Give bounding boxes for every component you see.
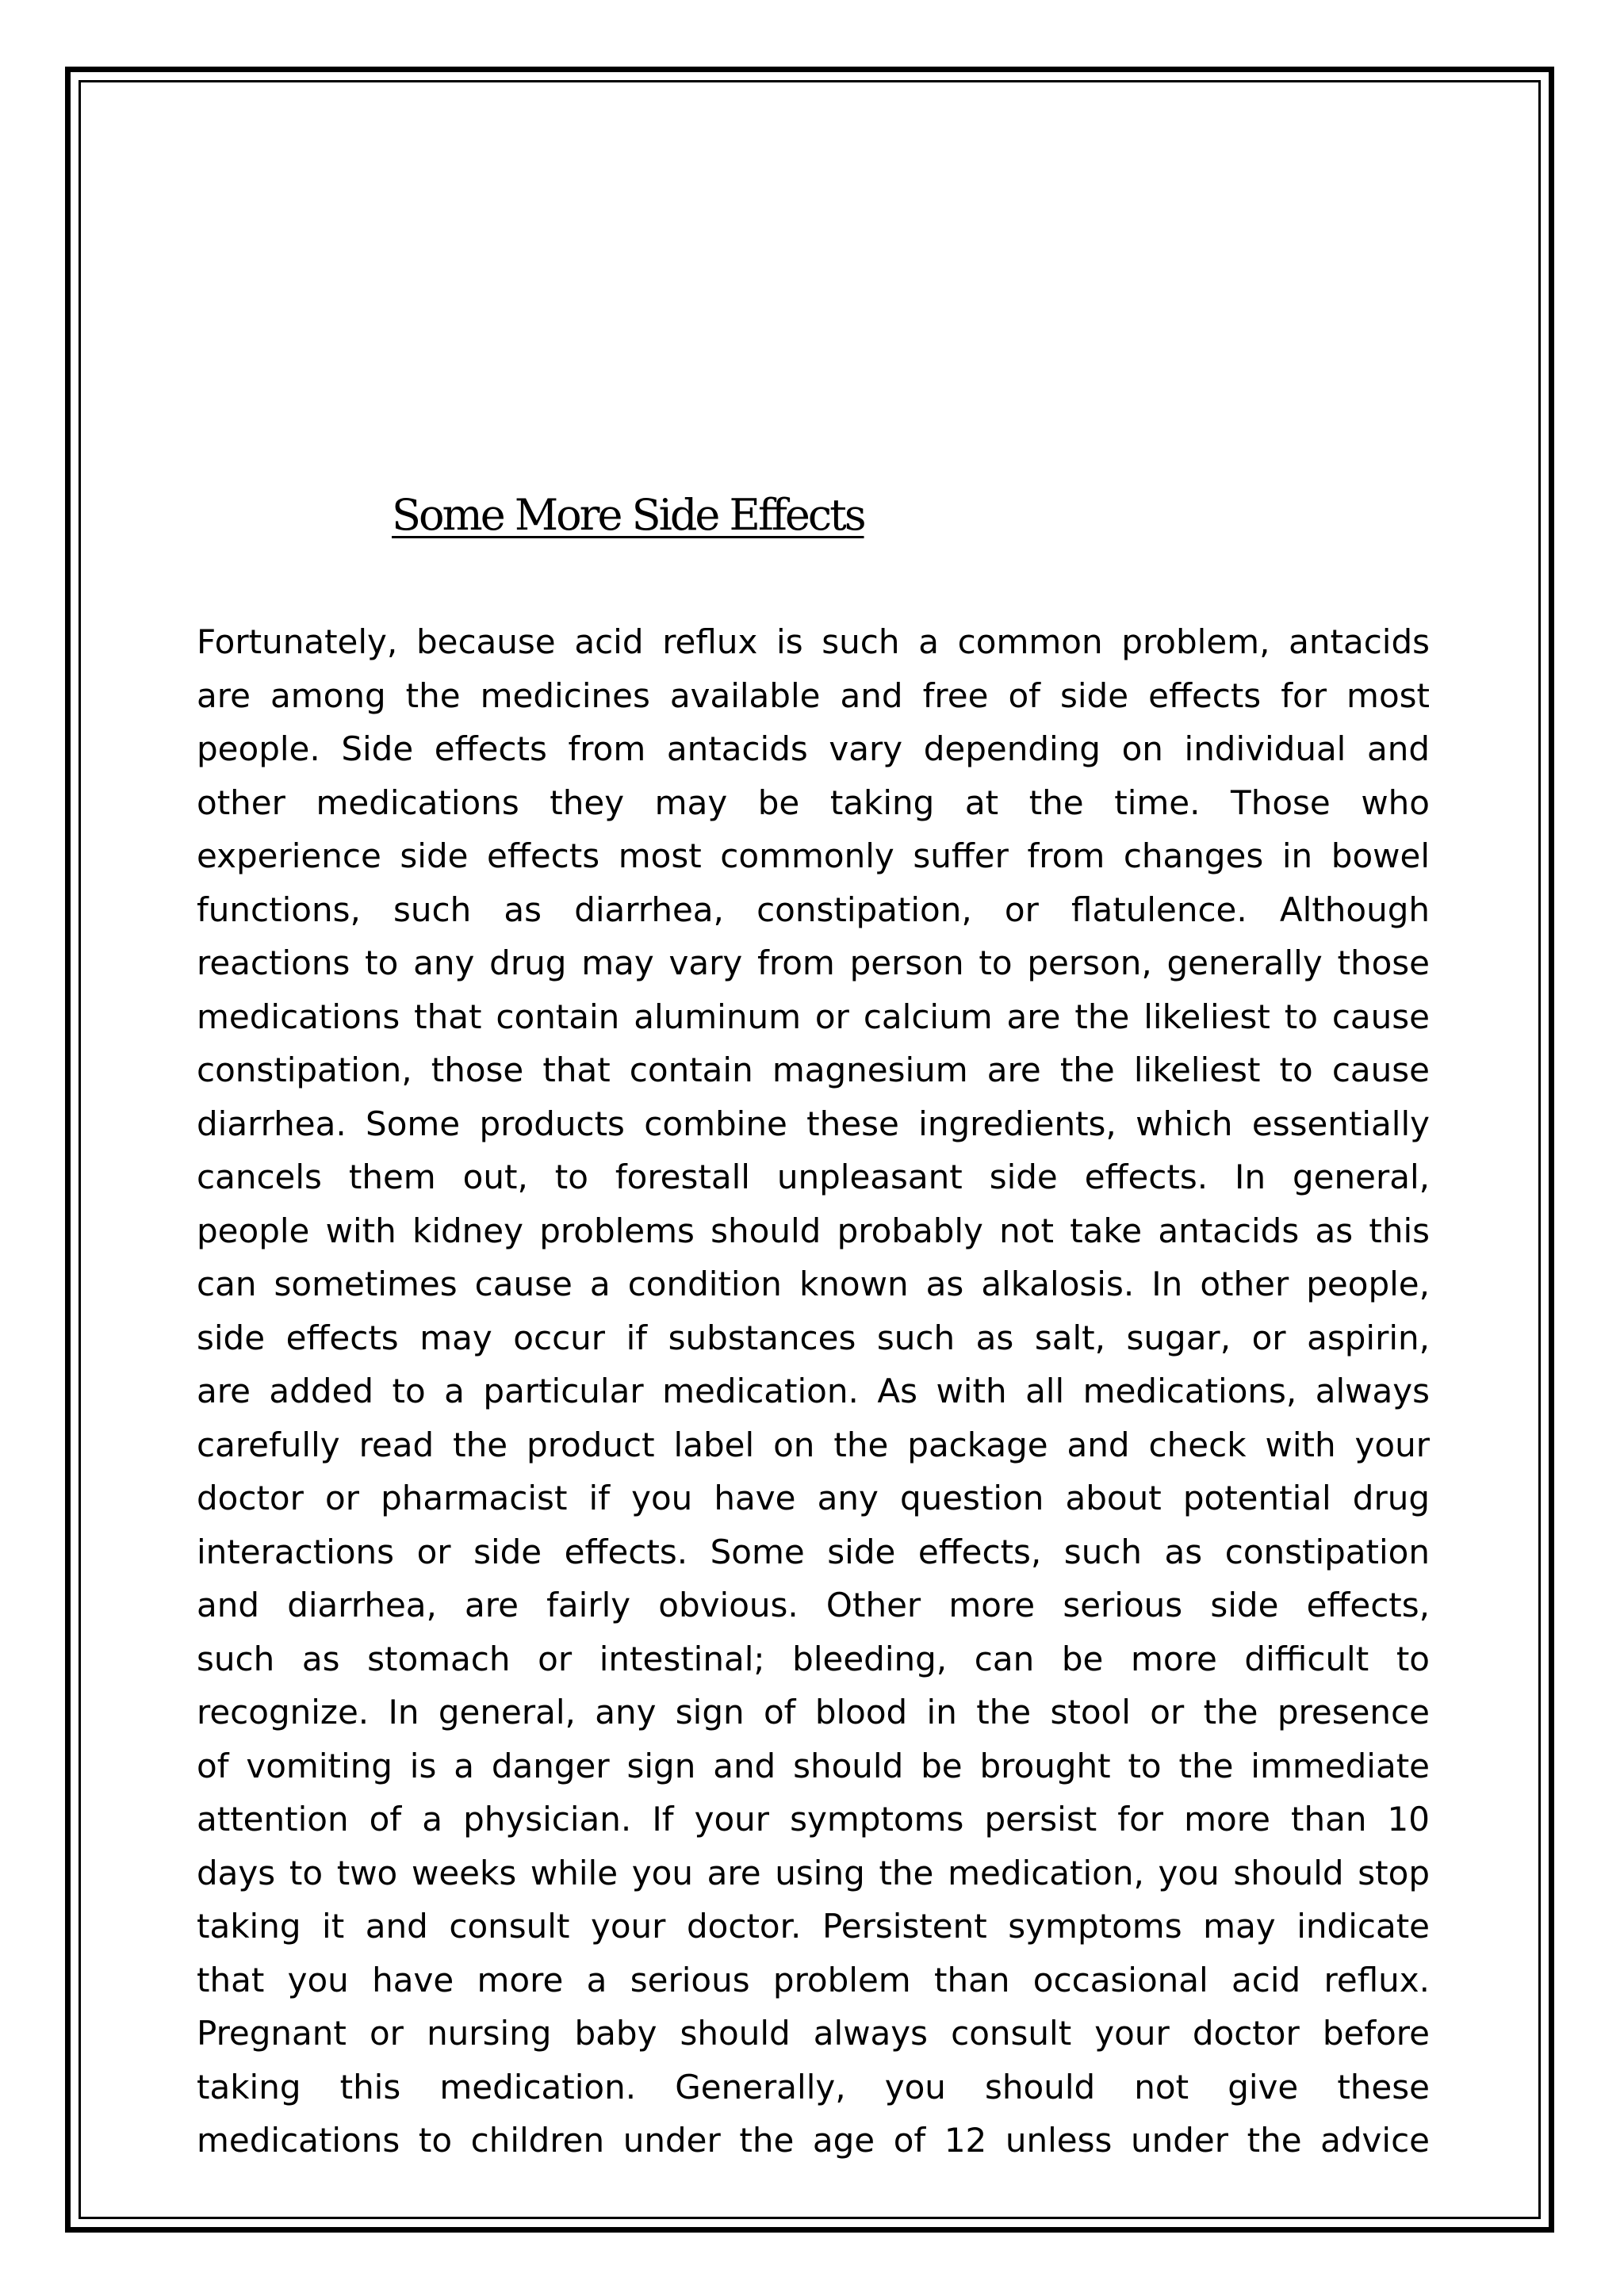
- text-line: recognize. In general, any sign of blood in the stool or the presence: [197, 1693, 1430, 1732]
- text-line: and diarrhea, are fairly obvious. Other more serious side effects,: [197, 1586, 1430, 1624]
- text-line: are among the medicines available and free of side effects for most: [197, 675, 1430, 715]
- text-line: Pregnant or nursing baby should always consult your doctor before: [197, 2014, 1430, 2053]
- text-line: interactions or side effects. Some side effects, such as constipation: [197, 1532, 1430, 1571]
- text-line: carefully read the product label on the package and check with your: [197, 1425, 1430, 1464]
- text-line: side effects may occur if substances such as salt, sugar, or aspirin,: [197, 1318, 1430, 1357]
- text-line: medications to children under the age of 12 unless under the advice: [197, 2121, 1430, 2160]
- text-line: other medications they may be taking at the time. Those who: [197, 783, 1430, 822]
- text-line: diarrhea. Some products combine these ingredients, which essentially: [197, 1104, 1430, 1143]
- text-line: of vomiting is a danger sign and should be brought to the immediate: [197, 1746, 1430, 1785]
- text-line: are added to a particular medication. As with all medications, always: [197, 1372, 1430, 1410]
- text-line: can sometimes cause a condition known as alkalosis. In other people,: [197, 1265, 1430, 1303]
- text-line: people. Side effects from antacids vary depending on individual and: [197, 729, 1430, 768]
- text-line: days to two weeks while you are using the medication, you should stop: [197, 1853, 1430, 1892]
- text-line: such as stomach or intestinal; bleeding, can be more difficult to: [197, 1639, 1430, 1678]
- text-line: medications that contain aluminum or calcium are the likeliest to cause: [197, 997, 1430, 1036]
- body-paragraph: [197, 615, 1430, 2168]
- text-line: constipation, those that contain magnesium are the likeliest to cause: [197, 1050, 1430, 1089]
- text-line: that you have more a serious problem than occasional acid reflux.: [197, 1960, 1430, 1999]
- text-line: experience side effects most commonly suffer from changes in bowel: [197, 836, 1430, 875]
- text-line: functions, such as diarrhea, constipation, or flatulence. Although: [197, 890, 1430, 929]
- text-line: taking this medication. Generally, you should not give these: [197, 2067, 1430, 2107]
- page-title: Some More Side Effects: [392, 490, 864, 540]
- text-line: reactions to any drug may vary from person to person, generally those: [197, 943, 1430, 982]
- text-line: cancels them out, to forestall unpleasant side effects. In general,: [197, 1158, 1430, 1196]
- text-line: doctor or pharmacist if you have any question about potential drug: [197, 1479, 1430, 1517]
- text-line: people with kidney problems should probably not take antacids as this: [197, 1211, 1430, 1250]
- text-line: taking it and consult your doctor. Persistent symptoms may indicate: [197, 1907, 1430, 1946]
- text-line: Fortunately, because acid reflux is such a common problem, antacids: [197, 622, 1430, 661]
- text-line: attention of a physician. If your symptoms persist for more than 10: [197, 1800, 1430, 1839]
